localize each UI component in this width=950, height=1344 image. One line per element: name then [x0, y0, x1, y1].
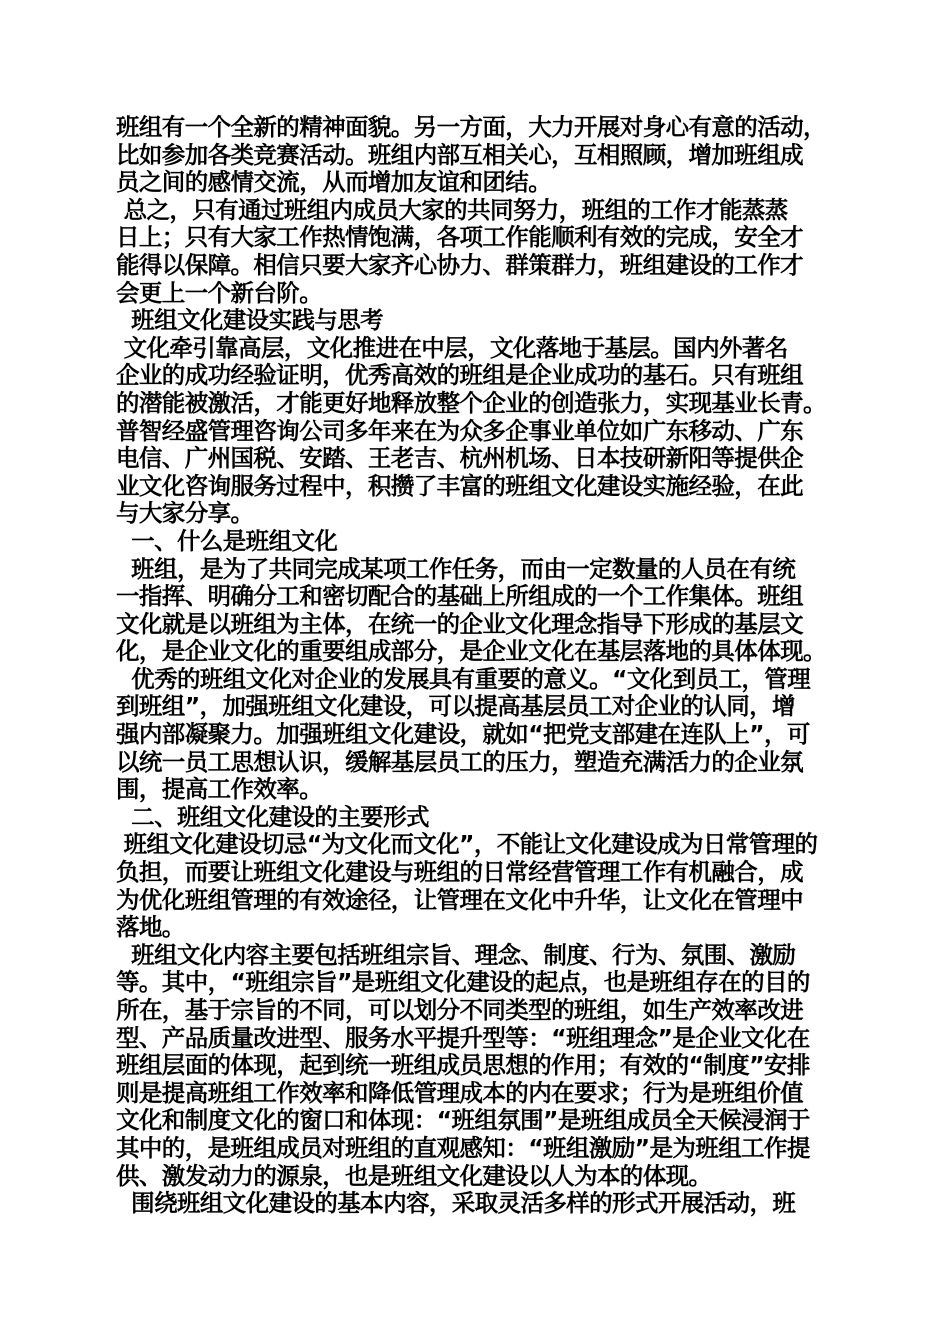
- text-line: 电信、广州国税、安踏、王老吉、杭州机场、日本技研新阳等提供企: [116, 444, 803, 473]
- text-line: 一指挥、明确分工和密切配合的基础上所组成的一个工作集体。班组: [116, 582, 803, 611]
- text-line: 为优化班组管理的有效途径，让管理在文化中升华，让文化在管理中: [116, 885, 803, 914]
- text-line: 化，是企业文化的重要组成部分，是企业文化在基层落地的具体体现。: [116, 637, 826, 666]
- text-line: 文化就是以班组为主体，在统一的企业文化理念指导下形成的基层文: [116, 609, 803, 638]
- text-line: 班组层面的体现，起到统一班组成员思想的作用；有效的“制度”安排: [116, 1051, 810, 1080]
- text-line: 会更上一个新台阶。: [116, 278, 323, 307]
- text-line: 日上；只有大家工作热情饱满，各项工作能顺利有效的完成，安全才: [116, 223, 803, 252]
- text-line: 能得以保障。相信只要大家齐心协力、群策群力，班组建设的工作才: [116, 250, 803, 279]
- text-line: 以统一员工思想认识，缓解基层员工的压力，塑造充满活力的企业氛: [116, 747, 803, 776]
- text-line: 普智经盛管理咨询公司多年来在为众多企事业单位如广东移动、广东: [116, 416, 803, 445]
- text-line: 落地。: [116, 913, 185, 942]
- text-line: 优秀的班组文化对企业的发展具有重要的意义。“文化到员工，管理: [116, 664, 811, 693]
- text-line: 比如参加各类竞赛活动。班组内部互相关心，互相照顾，增加班组成: [116, 140, 803, 169]
- text-line: 班组，是为了共同完成某项工作任务，而由一定数量的人员在有统: [116, 554, 796, 583]
- document-body: [116, 114, 844, 1218]
- text-line: 负担，而要让班组文化建设与班组的日常经营管理工作有机融合，成: [116, 858, 803, 887]
- text-line: 的潜能被激活，才能更好地释放整个企业的创造张力，实现基业长青。: [116, 388, 826, 417]
- text-line: 业文化咨询服务过程中，积攒了丰富的班组文化建设实施经验，在此: [116, 471, 803, 500]
- text-line: 班组文化内容主要包括班组宗旨、理念、制度、行为、氛围、激励: [116, 940, 796, 969]
- text-line: 所在，基于宗旨的不同，可以划分不同类型的班组，如生产效率改进: [116, 996, 803, 1024]
- text-line: 员之间的感情交流，从而增加友谊和团结。: [116, 168, 552, 197]
- text-line: 企业的成功经验证明，优秀高效的班组是企业成功的基石。只有班组: [116, 361, 803, 390]
- section-heading: 班组文化建设实践与思考: [116, 306, 384, 335]
- text-line: 班组文化建设切忌“为文化而文化”，不能让文化建设成为日常管理的: [116, 830, 818, 859]
- text-line: 强内部凝聚力。加强班组文化建设，就如“把党支部建在连队上”，可: [116, 720, 810, 749]
- text-line: 到班组”，加强班组文化建设，可以提高基层员工对企业的认同，增: [116, 692, 795, 721]
- text-line: 等。其中，“班组宗旨”是班组文化建设的起点，也是班组存在的目的: [116, 968, 810, 997]
- section-heading: 二、班组文化建设的主要形式: [116, 802, 429, 831]
- text-line: 围，提高工作效率。: [116, 775, 323, 804]
- text-line: 则是提高班组工作效率和降低管理成本的内在要求；行为是班组价值: [116, 1078, 803, 1107]
- text-line: 围绕班组文化建设的基本内容，采取灵活多样的形式开展活动，班: [116, 1189, 796, 1218]
- text-line: 型、产品质量改进型、服务水平提升型等：“班组理念”是企业文化在: [116, 1023, 810, 1052]
- text-line: 与大家分享。: [116, 499, 254, 528]
- section-heading: 一、什么是班组文化: [116, 526, 338, 555]
- text-line: 文化和制度文化的窗口和体现：“班组氛围”是班组成员全天候浸润于: [116, 1106, 810, 1135]
- text-line: 总之，只有通过班组内成员大家的共同努力，班组的工作才能蒸蒸: [116, 195, 788, 224]
- text-line: 文化牵引靠高层，文化推进在中层，文化落地于基层。国内外著名: [116, 333, 788, 362]
- text-line: 班组有一个全新的精神面貌。另一方面，大力开展对身心有意的活动，: [116, 113, 826, 141]
- text-line: 供、激发动力的源泉，也是班组文化建设以人为本的体现。: [116, 1161, 712, 1190]
- text-line: 其中的，是班组成员对班组的直观感知：“班组激励”是为班组工作提: [116, 1133, 810, 1162]
